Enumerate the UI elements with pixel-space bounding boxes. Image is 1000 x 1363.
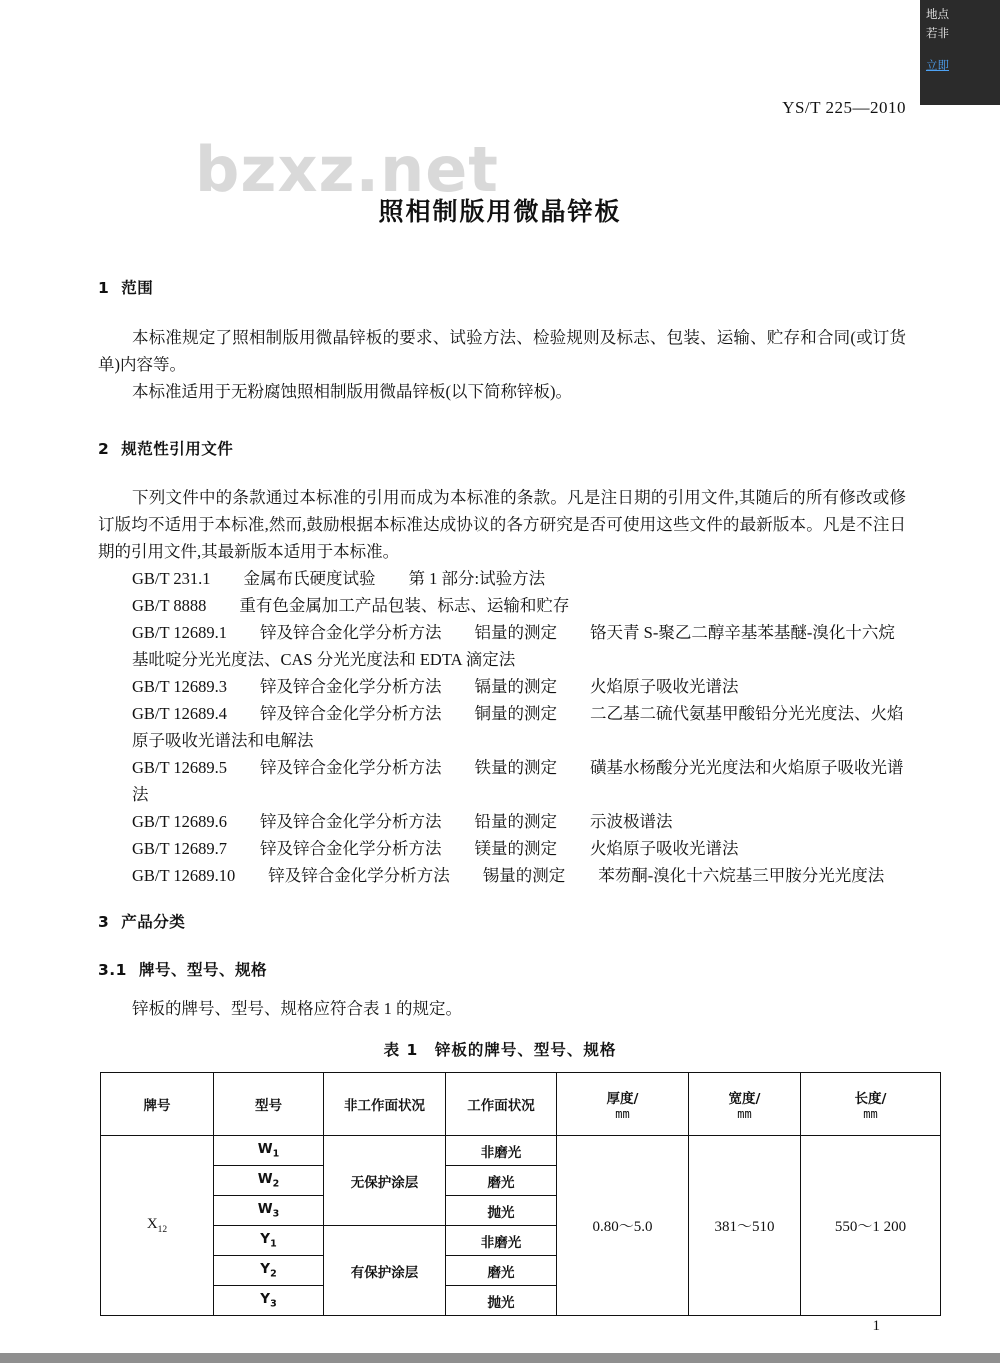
model-letter: W	[257, 1171, 273, 1188]
reference-item: GB/T 12689.4 锌及锌合金化学分析方法 铜量的测定 二乙基二硫代氨基甲酸铅分光光度法、火焰原子吸收光谱法和电解法	[132, 704, 904, 750]
reference-item: GB/T 8888 重有色金属加工产品包装、标志、运输和贮存	[132, 596, 570, 615]
table-header-unit: mm	[737, 1107, 752, 1121]
table-cell-front-surface: 磨光	[446, 1166, 557, 1196]
section-heading-3	[98, 910, 185, 932]
table-cell-length: 550～1 200	[801, 1136, 941, 1316]
section-title-2: 规范性引用文件	[121, 440, 234, 458]
section-number-1: 1	[98, 279, 110, 297]
model-subscript: 1	[270, 1238, 277, 1250]
table-cell-front-surface: 抛光	[446, 1196, 557, 1226]
reference-item: GB/T 12689.6 锌及锌合金化学分析方法 铅量的测定 示波极谱法	[132, 812, 673, 831]
model-letter: Y	[260, 1291, 271, 1308]
model-subscript: 3	[270, 1298, 277, 1310]
model-letter: Y	[260, 1231, 271, 1248]
section-heading-1	[98, 276, 153, 298]
watermark-text: bzxz.net	[195, 133, 499, 206]
standard-code: YS/T 225—2010	[782, 98, 906, 117]
model-subscript: 1	[272, 1148, 280, 1160]
reference-item: GB/T 12689.10 锌及锌合金化学分析方法 锡量的测定 苯芴酮-溴化十六烷基三甲胺分光光度法	[132, 866, 885, 885]
table-header-cell	[689, 1073, 801, 1136]
notice-line-2: 若非	[926, 26, 949, 40]
model-subscript: 2	[272, 1178, 280, 1190]
page-number: 1	[872, 1318, 880, 1334]
table-cell-back-surface: 有保护涂层	[324, 1226, 446, 1316]
references-list	[98, 565, 906, 889]
section-heading-3-1	[98, 958, 267, 980]
table-header-cell	[557, 1073, 689, 1136]
table-cell-model	[214, 1256, 324, 1286]
table-cell-model	[214, 1166, 324, 1196]
reference-item: GB/T 12689.1 锌及锌合金化学分析方法 铝量的测定 铬天青 S-聚乙二醇辛基苯基醚-溴化十六烷基吡啶分光光度法、CAS 分光光度法和 EDTA 滴定法	[132, 623, 895, 669]
table-header-cell: 型号	[214, 1073, 324, 1136]
reference-item: GB/T 12689.5 锌及锌合金化学分析方法 铁量的测定 磺基水杨酸分光光度法和火焰原子吸收光谱法	[132, 758, 904, 804]
table-header-label: 长度/	[854, 1091, 887, 1107]
table-header-row	[101, 1073, 941, 1136]
table-header-label: 宽度/	[728, 1091, 761, 1107]
table-header-cell	[801, 1073, 941, 1136]
reference-item: GB/T 12689.3 锌及锌合金化学分析方法 镉量的测定 火焰原子吸收光谱法	[132, 677, 739, 696]
section-number-3: 3	[98, 913, 110, 931]
table-cell-width: 381～510	[689, 1136, 801, 1316]
notice-action-link[interactable]: 立即	[926, 58, 949, 72]
table-cell-front-surface: 非磨光	[446, 1136, 557, 1166]
table-row	[101, 1136, 941, 1166]
table-header-cell: 非工作面状况	[324, 1073, 446, 1136]
table-cell-grade	[101, 1136, 214, 1316]
page-title: 照相制版用微晶锌板	[378, 197, 622, 226]
model-letter: W	[257, 1201, 273, 1218]
model-letter: W	[257, 1141, 273, 1158]
table-header-cell: 牌号	[101, 1073, 214, 1136]
table-cell-front-surface: 抛光	[446, 1286, 557, 1316]
section-heading-2	[98, 437, 233, 459]
section-title-3: 产品分类	[121, 913, 186, 931]
model-letter: Y	[260, 1261, 271, 1278]
reference-item: GB/T 12689.7 锌及锌合金化学分析方法 镁量的测定 火焰原子吸收光谱法	[132, 839, 739, 858]
classification-paragraph: 锌板的牌号、型号、规格应符合表 1 的规定。	[132, 999, 462, 1018]
spec-table	[100, 1072, 941, 1316]
grade-letter: X	[146, 1216, 158, 1232]
table-cell-model	[214, 1226, 324, 1256]
table-cell-back-surface: 无保护涂层	[324, 1136, 446, 1226]
table-cell-model	[214, 1196, 324, 1226]
table-cell-front-surface: 磨光	[446, 1256, 557, 1286]
table-cell-thickness: 0.80～5.0	[557, 1136, 689, 1316]
model-subscript: 2	[270, 1268, 277, 1280]
section-number-2: 2	[98, 440, 110, 458]
references-intro: 下列文件中的条款通过本标准的引用而成为本标准的条款。凡是注日期的引用文件,其随后的所有修改或修订版均不适用于本标准,然而,鼓励根据本标准达成协议的各方研究是否可使用这些文件的最新版本。凡是不注日期的引用文件,其最新版本适用于本标准。	[98, 488, 906, 561]
model-subscript: 3	[272, 1208, 280, 1220]
section-number-3-1: 3.1	[98, 961, 127, 979]
scope-paragraph-2: 本标准适用于无粉腐蚀照相制版用微晶锌板(以下简称锌板)。	[132, 382, 572, 401]
grade-subscript: 12	[157, 1225, 168, 1235]
table-cell-model	[214, 1286, 324, 1316]
section-title-3-1: 牌号、型号、规格	[138, 961, 267, 979]
table-caption: 表 1 锌板的牌号、型号、规格	[383, 1041, 617, 1059]
scope-paragraph-1: 本标准规定了照相制版用微晶锌板的要求、试验方法、检验规则及标志、包装、运输、贮存和合同(或订货单)内容等。	[98, 328, 906, 374]
table-header-unit: mm	[615, 1107, 630, 1121]
table-cell-front-surface: 非磨光	[446, 1226, 557, 1256]
viewer-bottom-strip	[0, 1353, 1000, 1363]
table-header-cell: 工作面状况	[446, 1073, 557, 1136]
notice-line-1: 地点	[926, 7, 949, 21]
floating-notice-panel[interactable]	[920, 0, 1000, 105]
reference-item: GB/T 231.1 金属布氏硬度试验 第 1 部分:试验方法	[132, 569, 546, 588]
section-title-1: 范围	[121, 279, 154, 297]
table-header-unit: mm	[863, 1107, 878, 1121]
table-header-label: 厚度/	[606, 1091, 639, 1107]
table-cell-model	[214, 1136, 324, 1166]
